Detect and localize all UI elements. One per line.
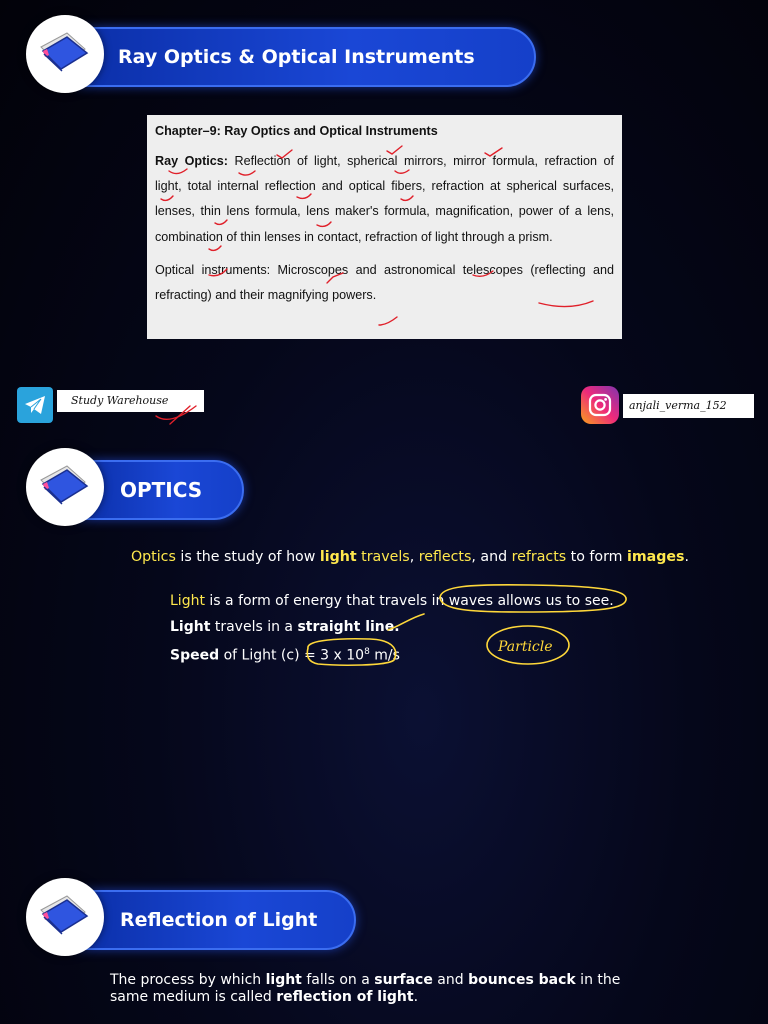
instruments-paragraph: Optical instruments: Microscopes and astronomical telescopes (reflecting and refracting) and their magnifying powers. [155,262,614,302]
fact-text: travels in a [210,618,298,635]
images-word: images [627,549,685,565]
light-facts [170,589,614,666]
book-icon [35,27,95,77]
instagram-handle-label: anjali_verma_152 [623,394,754,418]
telegram-tag[interactable] [17,387,189,423]
reflection-of-light-word: reflection of light [276,989,414,1005]
light-fact-energy [170,589,614,615]
optics-definition [131,547,689,567]
telegram-icon [17,387,53,423]
header-optics-title: OPTICS [120,478,203,502]
light-fact-speed [170,640,614,666]
def-text: falls on a [301,972,375,988]
header-ray-optics-pill [76,27,536,87]
light-word: Light [170,618,211,635]
header-reflection-title: Reflection of Light [120,909,318,931]
ray-optics-paragraph [155,149,614,250]
def-text: to form [566,549,628,565]
chapter-title: Chapter–9: Ray Optics and Optical Instruments [155,124,438,138]
header-ray-optics [26,15,536,95]
def-text: The process by which [110,972,266,988]
telegram-channel-label: Study Warehouse [57,390,204,412]
light-fact-straight-line [170,615,614,641]
straight-line-word: straight line. [297,618,400,635]
instagram-icon [581,386,619,424]
reflects-word: reflects [418,549,472,565]
header-optics [26,448,246,528]
ray-optics-text: Reflection of light, spherical mirrors, mirror formula, refraction of light, total internal reflection and optical fibers, refraction at spherical surfaces, lenses, thin lens formula, lens maker's formula, magnification, power of a lens, combination of thin lenses in contact, refraction of light through a prism. [155,154,614,244]
def-text: is the study of how [175,549,320,565]
light-word: light [319,549,357,565]
book-icon [35,890,95,940]
optics-word: Optics [131,549,176,565]
surface-word: surface [374,972,433,988]
book-icon-circle [26,878,104,956]
instagram-tag[interactable] [581,386,754,424]
reflection-definition [110,972,640,1006]
refracts-word: refracts [511,549,567,565]
def-text: . [413,989,419,1005]
header-reflection [26,878,366,958]
units: m/s [369,647,400,664]
bounces-back-word: bounces back [468,972,576,988]
syllabus-card [147,115,622,339]
ray-optics-label: Ray Optics: [155,154,228,168]
particle-annotation: Particle [498,639,553,655]
fact-text: of Light (c) = 3 x 10 [219,647,365,664]
def-text: and [432,972,469,988]
def-text: in the same medium is called [110,972,621,1005]
speed-word: Speed [170,647,220,664]
travels-word: travels [356,549,410,565]
light-word: light [265,972,302,988]
def-text: , and [471,549,512,565]
book-icon-circle [26,448,104,526]
exponent: 8 [364,647,370,657]
book-icon [35,460,95,510]
light-word: Light [170,593,205,609]
header-reflection-pill [76,890,356,950]
header-ray-optics-title: Ray Optics & Optical Instruments [118,46,475,68]
book-icon-circle [26,15,104,93]
fact-text: is a form of energy that travels in waves allows us to see. [204,593,614,609]
def-text: , [409,549,419,565]
def-text: . [684,549,689,565]
